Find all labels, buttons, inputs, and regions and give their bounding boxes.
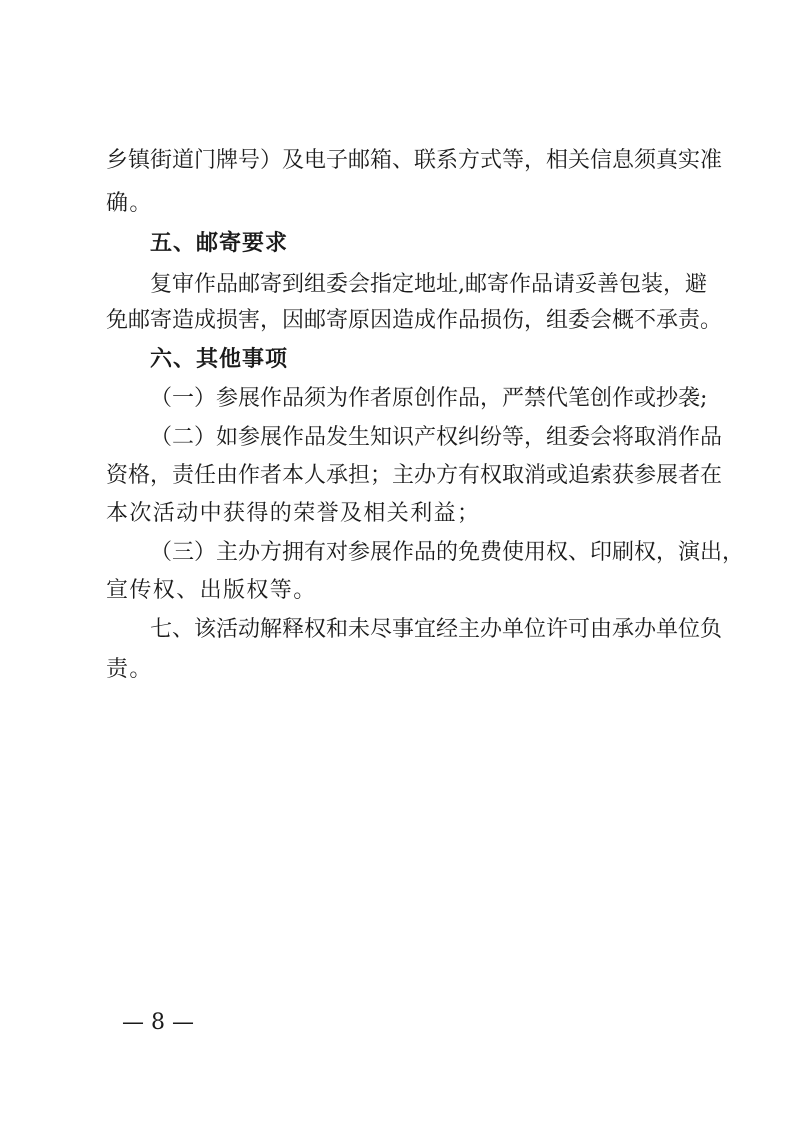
paragraph-0-line-1: 乡镇街道门牌号）及电子邮箱、联系方式等，相关信息须真实准 xyxy=(106,148,723,173)
paragraph-0-line-2: 确。 xyxy=(106,191,153,216)
section-5-line-1: 复审作品邮寄到组委会指定地址,邮寄作品请妥善包装，避 xyxy=(150,272,707,297)
section-6-item-3-line-1: （三）主办方拥有对参展作品的免费使用权、印刷权，演出， xyxy=(150,540,745,565)
section-5-heading: 五、邮寄要求 xyxy=(150,231,289,256)
section-6-item-3-line-2: 宣传权、出版权等。 xyxy=(106,578,317,603)
section-6-item-2-line-3: 本次活动中获得的荣誉及相关利益； xyxy=(106,501,481,526)
section-6-item-1-line-1: （一）参展作品须为作者原创作品，严禁代笔创作或抄袭; xyxy=(150,386,708,411)
section-7-line-2: 责。 xyxy=(106,657,153,682)
page-number: — 8 — xyxy=(122,1010,194,1035)
section-6-item-2-line-2: 资格，责任由作者本人承担；主办方有权取消或追索获参展者在 xyxy=(106,463,723,488)
section-5-line-2: 免邮寄造成损害，因邮寄原因造成作品损伤，组委会概不承责。 xyxy=(106,308,723,333)
section-6-heading: 六、其他事项 xyxy=(150,347,289,372)
section-6-item-2-line-1: （二）如参展作品发生知识产权纠纷等，组委会将取消作品 xyxy=(150,425,723,450)
section-7-line-1: 七、该活动解释权和未尽事宜经主办单位许可由承办单位负 xyxy=(150,617,723,642)
